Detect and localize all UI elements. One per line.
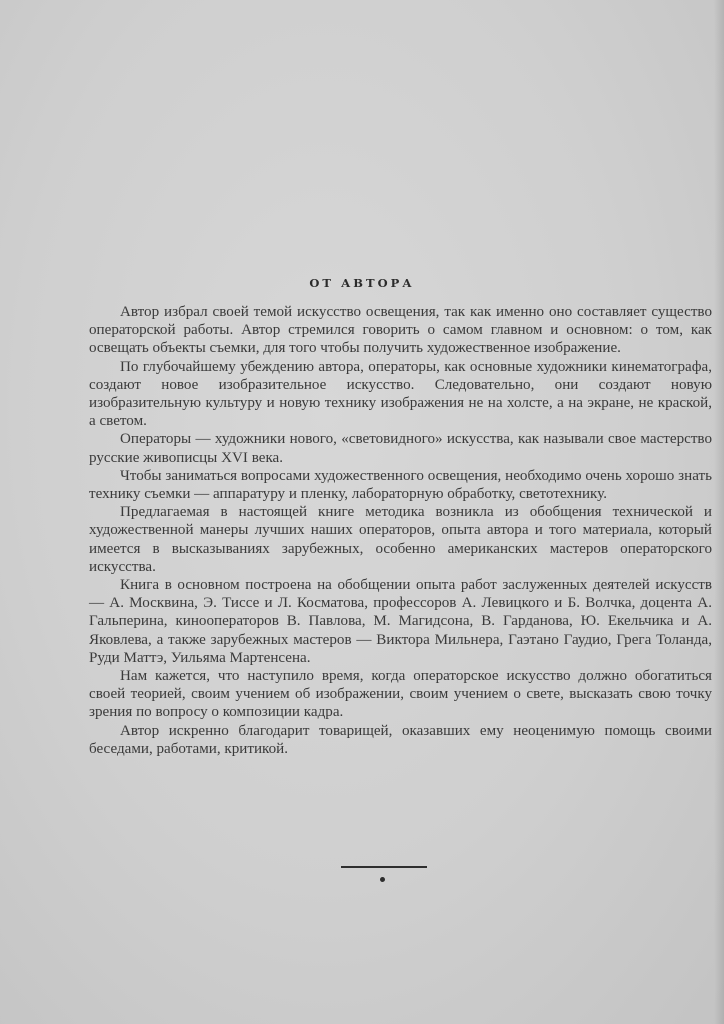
section-heading: ОТ АВТОРА — [309, 276, 415, 290]
paragraph-1: Автор избрал своей темой искусство освещения, так как именно оно составляет существо операторской работы. Автор стремился говорить о самом главном и основном: о том, как освещать объекты съемки, для того чтобы получить художественное изображение. — [89, 304, 712, 357]
body-text — [89, 303, 712, 758]
paragraph-2: По глубочайшему убеждению автора, операторы, как основные художники кинематографа, создают новое изобразительное искусство. Следовательно, они создают новую изобразительную культуру и новую технику изображения не на холсте, а на экране, не краской, а светом. — [89, 358, 712, 430]
paragraph-8: Автор искренно благодарит товарищей, оказавших ему неоценимую помощь своими беседами, работами, критикой. — [89, 722, 712, 757]
paragraph-5: Предлагаемая в настоящей книге методика возникла из обобщения технической и художественной манеры лучших наших операторов, опыта автора и того материала, который имеется в высказываниях зарубежных, особенно американских мастеров операторского искусства. — [89, 504, 712, 575]
paragraph-3: Операторы — художники нового, «световидного» искусства, как называли свое мастерство русские живописцы XVI века. — [89, 431, 712, 466]
paragraph-4: Чтобы заниматься вопросами художественного освещения, необходимо очень хорошо знать технику съемки — аппаратуру и пленку, лабораторную обработку, светотехнику. — [89, 467, 712, 503]
page-edge-shadow — [714, 0, 724, 1024]
paragraph-7: Нам кажется, что наступило время, когда операторское искусство должно обогатиться своей теорией, своим учением об изображении, своим учением о свете, высказать свою точку зрения по вопросу о композиции кадра. — [89, 668, 712, 721]
paragraph-6: Книга в основном построена на обобщении опыта работ заслуженных деятелей искусств — А. Москвина, Э. Тиссе и Л. Косматова, профессоров А. Левицкого и Б. Волчка, доцента А. Гальперина, кинооператоров В. Павлова, М. Магидсона, В. Гарданова, Ю. Екельчика и А. Яковлева, а также зарубежных мастеров — Виктора Мильнера, Гаэтано Гаудио, Грега Толанда, Руди Маттэ, Уильяма Мартенсена. — [89, 577, 712, 666]
closing-divider — [341, 866, 427, 868]
closing-dot — [380, 877, 385, 882]
